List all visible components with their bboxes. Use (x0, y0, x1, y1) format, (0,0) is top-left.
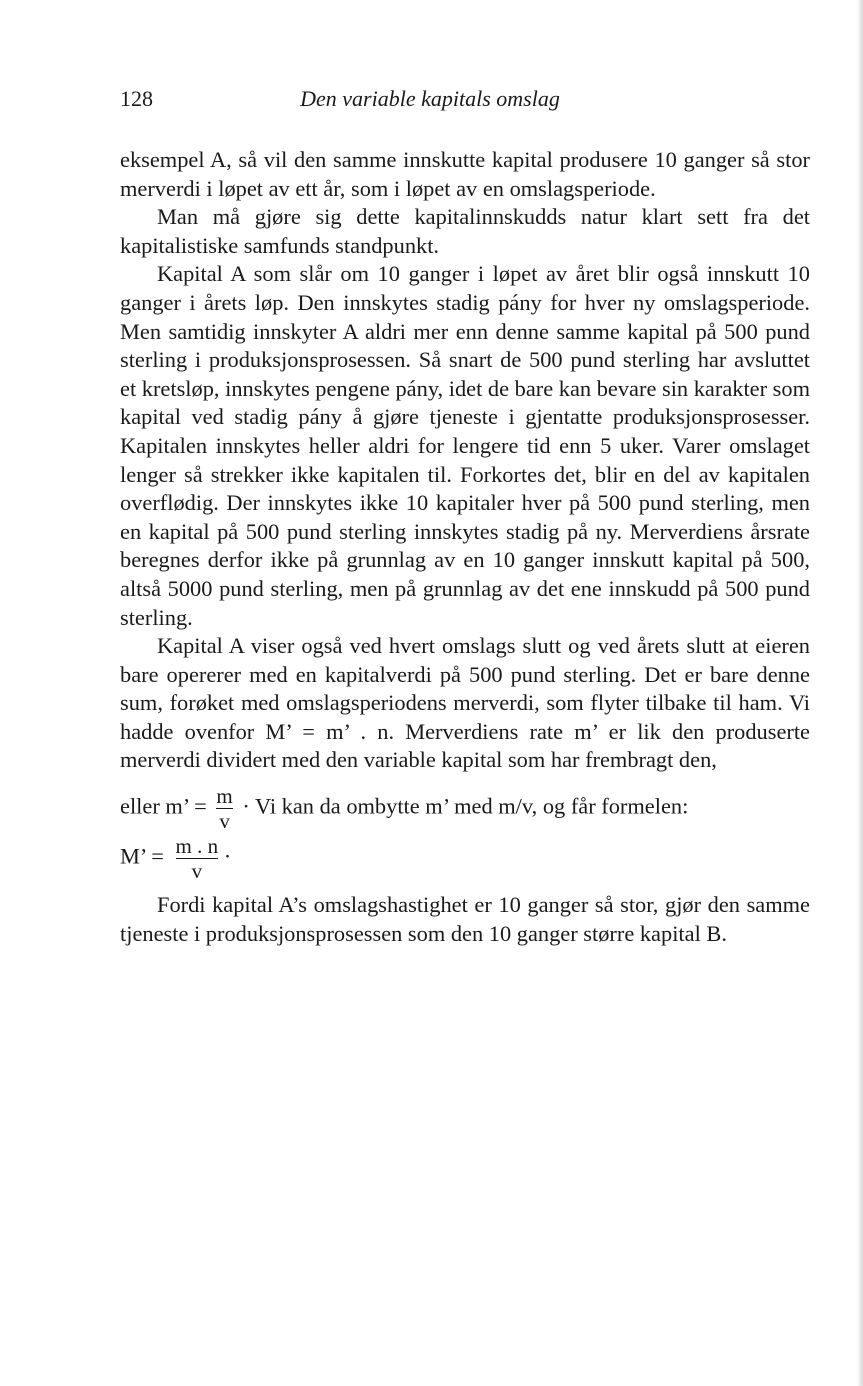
formula-1-content (120, 785, 688, 832)
page-header (120, 86, 810, 118)
formula-2-content (120, 835, 231, 882)
formula-1-numerator: m (216, 784, 233, 809)
paragraph-1: eksempel A, så vil den samme innskutte kapital produsere 10 ganger så stor merverdi i løpet av ett år, som i løpet av en omslagsperiode. (120, 147, 810, 201)
paragraph-5: Fordi kapital A’s omslagshastighet er 10 ganger så stor, gjør den samme tjeneste i produksjonsprosessen som den 10 ganger større kapital B. (120, 892, 810, 946)
formula-1-suffix: · Vi kan da ombytte m’ med m/v, og får formelen: (242, 793, 689, 819)
formula-2-numerator: m . n (175, 834, 219, 859)
formula-1 (120, 777, 810, 835)
paragraph-4: Kapital A viser også ved hvert omslags slutt og ved årets slutt at eieren bare opererer med en kapitalverdi på 500 pund sterling. Det er bare denne sum, forøket med omslagsperiodens merverdi, som flyter tilbake til ham. Vi hadde ovenfor M’ = m’ . n. Merverdiens rate m’ er lik den produserte merverdi dividert med den variable kapital som har frembragt den, (120, 633, 810, 773)
formula-1-denominator: v (219, 809, 230, 834)
formula-1-fraction (216, 785, 232, 832)
page-number: 128 (120, 86, 153, 111)
body-text (120, 146, 810, 948)
formula-2-suffix: · (223, 843, 232, 869)
formula-1-prefix: eller m’ = (120, 793, 207, 819)
formula-2-prefix: M’ = (120, 843, 164, 869)
paragraph-2: Man må gjøre sig dette kapitalinnskudds natur klart sett fra det kapitalistiske samfunds standpunkt. (120, 204, 810, 258)
formula-2-denominator: v (191, 859, 203, 884)
page-edge-shadow (857, 0, 863, 1386)
running-head: Den variable kapitals omslag (300, 86, 560, 111)
paragraph-3: Kapital A som slår om 10 ganger i løpet av året blir også innskutt 10 ganger i årets løp. Den innskytes stadig pány for hver ny omslagsperiode. Men samtidig innskyter A aldri mer enn denne samme kapital på 500 pund sterling i produksjonsprosessen. Så snart de 500 pund sterling har avsluttet et kretsløp, innskytes pengene pány, idet de bare kan bevare sin karakter som kapital ved stadig pány å gjøre tjeneste i gjentatte produksjonsprosesser. Kapitalen innskytes heller aldri for lengere tid enn 5 uker. Varer omslaget lenger så strekker ikke kapitalen til. Forkortes det, blir en del av kapitalen overflødig. Der innskytes ikke 10 kapitaler hver på 500 pund sterling, men en kapital på 500 pund sterling innskytes stadig på ny. Merverdiens årsrate beregnes derfor ikke på grunnlag av en 10 ganger innskutt kapital på 500, altså 5000 pund sterling, men på grunnlag av det ene innskudd på 500 pund sterling. (120, 261, 810, 630)
formula-2-fraction (176, 835, 219, 882)
formula-2 (120, 835, 810, 891)
